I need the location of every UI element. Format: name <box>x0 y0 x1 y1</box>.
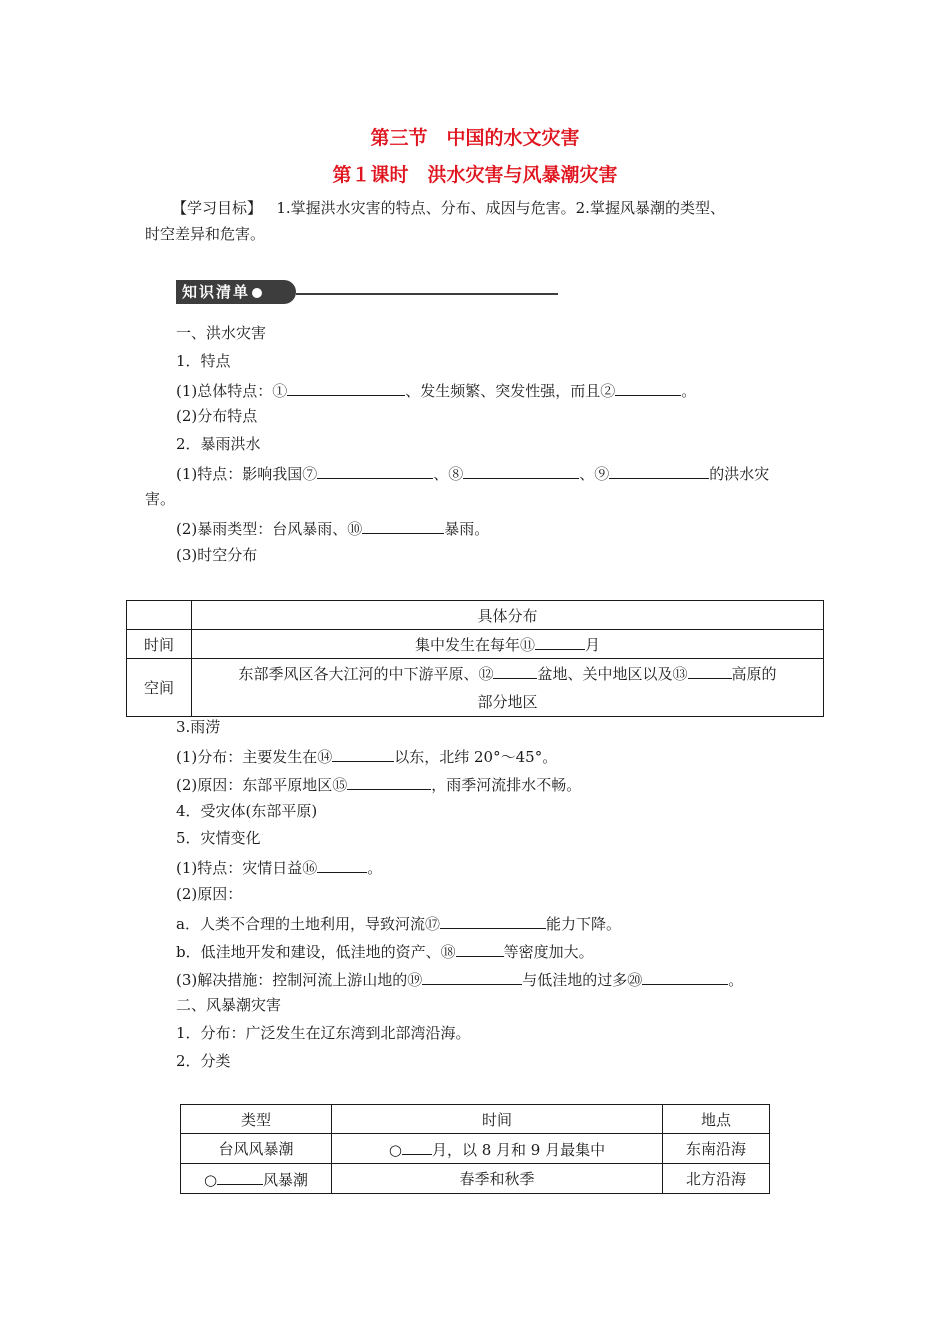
line-waterlog-distribution: (1)分布：主要发生在⑭ 以东，北纬 20°～45°。 <box>176 745 557 767</box>
line-spatiotemporal: (3)时空分布 <box>176 546 258 564</box>
blank-17[interactable] <box>440 912 546 929</box>
line-cause-b: b．低洼地开发和建设，低洼地的资产、⑱ 等密度加大。 <box>176 940 594 962</box>
blank-19[interactable] <box>422 968 522 985</box>
blank-2[interactable] <box>615 379 681 396</box>
table2-header-type: 类型 <box>181 1105 332 1134</box>
blank-13[interactable] <box>688 662 732 679</box>
table2-header-place: 地点 <box>663 1105 770 1134</box>
line-overall-features: (1)总体特点：① 、发生频繁、突发性强，而且② 。 <box>176 379 696 401</box>
line-change-feature: (1)特点：灾情日益⑯ 。 <box>176 856 382 878</box>
item-disaster-change: 5．灾情变化 <box>176 829 261 847</box>
line-cause-a: a．人类不合理的土地利用，导致河流⑰ 能力下降。 <box>176 912 621 934</box>
learning-objectives <box>145 195 815 247</box>
item-features: 1．特点 <box>176 352 231 370</box>
table2-r1-time: ○ 月，以 8 月和 9 月最集中 <box>332 1134 663 1164</box>
line-solution: (3)解决措施：控制河流上游山地的⑲ 与低洼地的过多⑳ 。 <box>176 968 743 990</box>
line-surge-distribution: 1．分布：广泛发生在辽东湾到北部湾沿海。 <box>176 1024 471 1042</box>
line-rainstorm-features: (1)特点：影响我国⑦ 、⑧ 、⑨ 的洪水灾 <box>176 462 769 484</box>
table1-header: 具体分布 <box>192 601 824 630</box>
table2-r1-type: 台风风暴潮 <box>181 1134 332 1164</box>
blank-8[interactable] <box>463 462 579 479</box>
table2-header-time: 时间 <box>332 1105 663 1134</box>
knowledge-list-banner <box>176 280 558 304</box>
item-rainstorm-flood: 2．暴雨洪水 <box>176 435 261 453</box>
blank-16[interactable] <box>317 856 367 873</box>
heading-flood: 一、洪水灾害 <box>176 324 267 342</box>
banner-dot-icon <box>252 288 262 298</box>
line-distribution: (2)分布特点 <box>176 407 258 425</box>
blank-14[interactable] <box>332 745 394 762</box>
table2-r1-place: 东南沿海 <box>663 1134 770 1164</box>
storm-surge-table <box>180 1104 770 1194</box>
objectives-line2: 时空差异和危害。 <box>145 225 266 243</box>
blank-22[interactable] <box>217 1168 263 1185</box>
objectives-line1: 1.掌握洪水灾害的特点、分布、成因与危害。2.掌握风暴潮的类型、 <box>276 199 725 217</box>
table2-r2-type: ○ 风暴潮 <box>181 1164 332 1194</box>
banner-label: 知识清单 <box>182 283 251 301</box>
blank-15[interactable] <box>347 773 431 790</box>
line-waterlog-cause: (2)原因：东部平原地区⑮ ，雨季河流排水不畅。 <box>176 773 581 795</box>
blank-9[interactable] <box>609 462 709 479</box>
table1-row-space-label: 空间 <box>127 659 192 717</box>
table1-row-time-label: 时间 <box>127 630 192 659</box>
line-surge-types: 2．分类 <box>176 1052 231 1070</box>
line-change-cause: (2)原因： <box>176 885 243 903</box>
table1-row-time-value: 集中发生在每年⑪ 月 <box>192 630 824 659</box>
section-title: 第三节 中国的水文灾害 <box>370 127 580 149</box>
blank-20[interactable] <box>642 968 728 985</box>
table2-r2-place: 北方沿海 <box>663 1164 770 1194</box>
heading-storm-surge: 二、风暴潮灾害 <box>176 996 282 1014</box>
blank-10[interactable] <box>362 517 444 534</box>
table1-row-space-value: 东部季风区各大江河的中下游平原、⑫ 盆地、关中地区以及⑬ 高原的 部分地区 <box>192 659 824 717</box>
blank-7[interactable] <box>317 462 433 479</box>
lesson-title: 第１课时 洪水灾害与风暴潮灾害 <box>332 164 618 186</box>
blank-21[interactable] <box>402 1138 432 1155</box>
objectives-label: 【学习目标】 <box>172 199 263 217</box>
blank-18[interactable] <box>456 940 504 957</box>
blank-11[interactable] <box>535 633 585 650</box>
line-rainstorm-cont: 害。 <box>145 490 176 508</box>
distribution-table <box>126 600 824 717</box>
table1-corner <box>127 601 192 630</box>
table2-r2-time: 春季和秋季 <box>332 1164 663 1194</box>
line-rainstorm-types: (2)暴雨类型：台风暴雨、⑩ 暴雨。 <box>176 517 489 539</box>
item-waterlogging: 3.雨涝 <box>176 718 221 736</box>
blank-1[interactable] <box>287 379 405 396</box>
banner-rule <box>296 293 558 295</box>
item-affected-body: 4．受灾体(东部平原) <box>176 802 318 820</box>
blank-12[interactable] <box>493 662 537 679</box>
